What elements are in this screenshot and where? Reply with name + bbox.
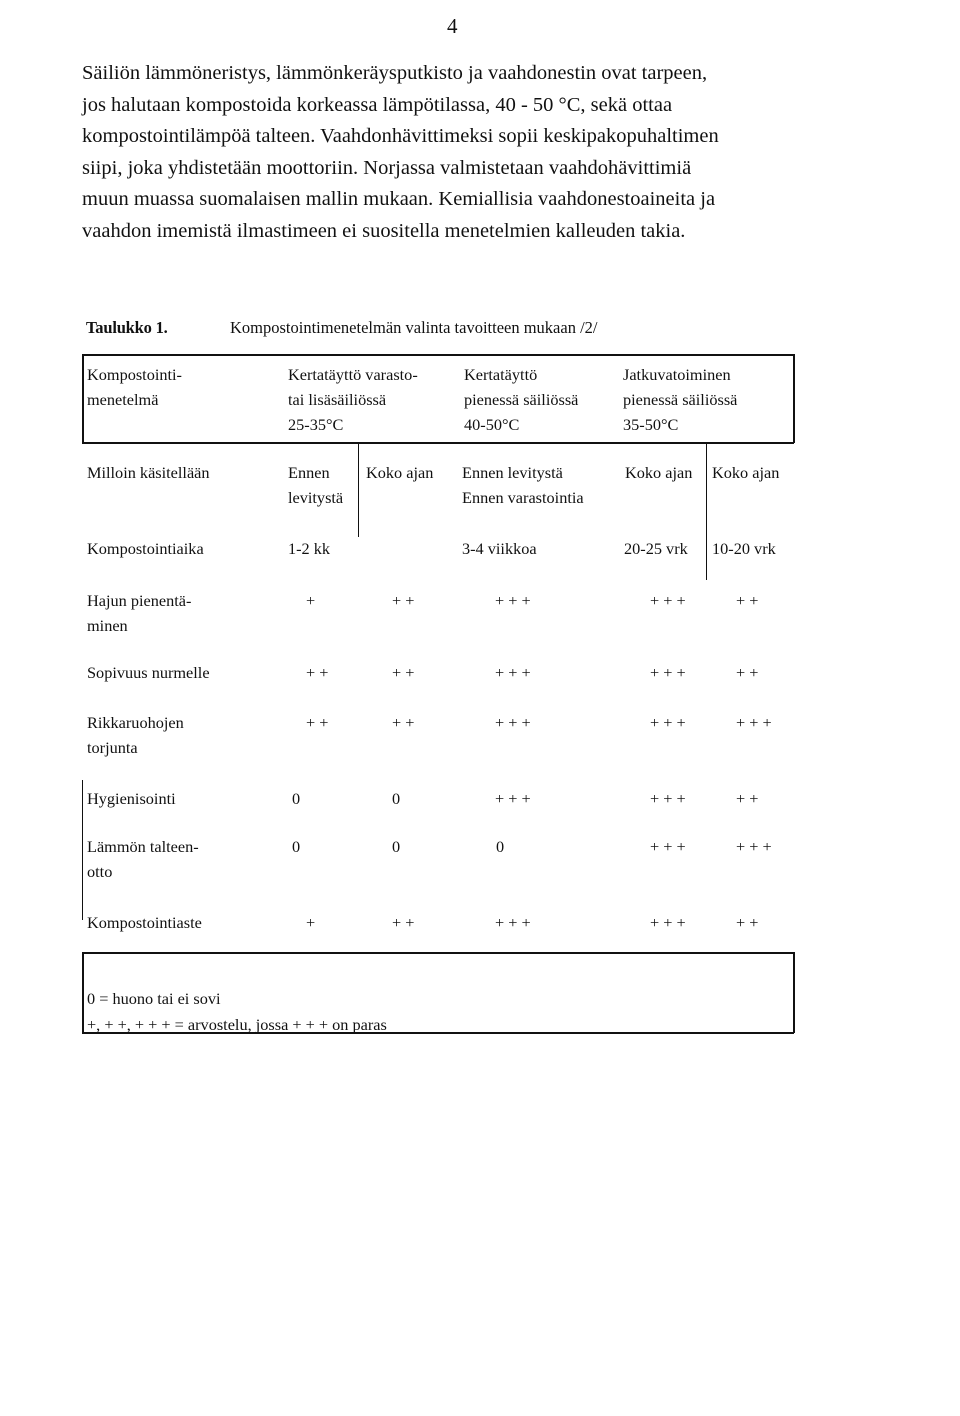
page-number: 4 <box>447 14 458 38</box>
rating-cell: + + + <box>650 713 686 732</box>
table-caption-title: Kompostointimenetelmän valinta tavoitteen mukaan /2/ <box>230 318 598 337</box>
header-col-small-tank <box>464 362 578 437</box>
rating-cell: + + + <box>650 913 686 932</box>
header-col-line: 35-50°C <box>623 415 679 434</box>
row-label-odour <box>87 588 191 638</box>
rating-cell: + + + <box>736 837 772 856</box>
rating-cell: + + + <box>495 663 531 682</box>
body-paragraph <box>82 58 802 248</box>
paragraph-line: muun muassa suomalaisen mallin mukaan. Kemiallisia vaahdonestoaineita ja <box>82 188 716 211</box>
header-col-storage-tank <box>288 362 418 437</box>
paragraph-line: siipi, joka yhdistetään moottoriin. Norjassa valmistetaan vaahdohävittimiä <box>82 156 692 179</box>
table-header-rule <box>82 442 794 444</box>
when-value-line: levitystä <box>288 488 344 507</box>
rating-cell: + + + <box>495 591 531 610</box>
row-label-degree <box>87 910 202 935</box>
row-label-line: Rikkaruohojen <box>87 713 184 732</box>
rating-cell: 0 <box>496 837 505 856</box>
header-col-continuous <box>623 362 737 437</box>
header-col-line: 25-35°C <box>288 415 344 434</box>
legend-border-right <box>793 952 795 1033</box>
row-label-weeds <box>87 710 184 760</box>
header-method-label-line: Kompostointi- <box>87 365 182 384</box>
row-label-hygiene <box>87 786 176 811</box>
rating-cell: + <box>306 913 316 932</box>
header-col-line: Kertatäyttö <box>464 365 538 384</box>
when-value-1 <box>288 460 343 510</box>
rating-cell: + + <box>736 913 759 932</box>
table-caption <box>86 318 598 338</box>
time-value-2: 3-4 viikkoa <box>462 539 537 558</box>
row-label-line: Hygienisointi <box>87 789 176 808</box>
when-value-2 <box>366 460 433 485</box>
legend-border-top <box>82 952 794 954</box>
legend-line: +, + +, + + + = arvostelu, jossa + + + on paras <box>87 1015 387 1034</box>
table-caption-label: Taulukko 1. <box>86 318 168 337</box>
rating-cell: 0 <box>392 789 401 808</box>
paragraph-line: kompostointilämpöä talteen. Vaahdonhävittimeksi sopii keskipakopuhaltimen <box>82 125 719 148</box>
row-label-line: Sopivuus nurmelle <box>87 663 210 682</box>
rating-cell: + + + <box>650 789 686 808</box>
legend-line: 0 = huono tai ei sovi <box>87 989 221 1008</box>
when-value-line: Ennen <box>288 463 330 482</box>
when-value-line: Koko ajan <box>625 463 693 482</box>
header-method-label-line: menetelmä <box>87 390 159 409</box>
row-label-line: minen <box>87 616 128 635</box>
rating-cell: + <box>306 591 316 610</box>
rating-cell: + + <box>306 663 329 682</box>
row-label-lawn <box>87 660 210 685</box>
rating-cell: + + <box>736 591 759 610</box>
time-value-1: 1-2 kk <box>288 539 331 558</box>
when-value-line: Koko ajan <box>712 463 780 482</box>
row-label-heat-recovery <box>87 834 199 884</box>
when-value-line: Koko ajan <box>366 463 434 482</box>
when-value-3 <box>462 460 584 510</box>
rating-cell: + + + <box>495 789 531 808</box>
table-column-divider <box>706 442 707 580</box>
rating-cell: + + + <box>650 591 686 610</box>
rating-cell: + + + <box>650 837 686 856</box>
rating-cell: + + <box>392 913 415 932</box>
row-label-line: Kompostointiaste <box>87 913 202 932</box>
header-col-line: Jatkuvatoiminen <box>623 365 731 384</box>
rating-cell: + + <box>392 713 415 732</box>
rating-cell: + + + <box>495 713 531 732</box>
when-value-line: Ennen varastointia <box>462 488 584 507</box>
header-col-line: pienessä säiliössä <box>623 390 738 409</box>
time-value-3: 20-25 vrk <box>624 539 688 558</box>
row-label-when: Milloin käsitellään <box>87 463 210 482</box>
row-label-line: torjunta <box>87 738 138 757</box>
table-border-left <box>82 354 84 443</box>
when-value-4 <box>625 460 692 485</box>
rating-cell: + + <box>736 789 759 808</box>
rating-cell: + + <box>392 663 415 682</box>
header-col-line: Kertatäyttö varasto- <box>288 365 418 384</box>
row-label-line: Lämmön talteen- <box>87 837 199 856</box>
header-method-label <box>87 362 182 412</box>
rating-cell: + + + <box>650 663 686 682</box>
table-legend <box>87 986 387 1038</box>
paragraph-line: jos halutaan kompostoida korkeassa lämpötilassa, 40 - 50 °C, sekä ottaa <box>82 93 673 116</box>
when-value-line: Ennen levitystä <box>462 463 563 482</box>
table-border-top <box>82 354 794 356</box>
header-col-line: tai lisäsäiliössä <box>288 390 387 409</box>
table-border-right <box>793 354 795 443</box>
table-row-left-edge <box>82 780 83 920</box>
row-label-time: Kompostointiaika <box>87 539 204 558</box>
when-value-5 <box>712 460 779 485</box>
time-value-4: 10-20 vrk <box>712 539 776 558</box>
rating-cell: 0 <box>292 837 301 856</box>
rating-cell: + + + <box>736 713 772 732</box>
row-label-line: otto <box>87 862 113 881</box>
header-col-line: pienessä säiliössä <box>464 390 579 409</box>
table-column-divider <box>358 442 359 537</box>
paragraph-line: Säiliön lämmöneristys, lämmönkeräysputkisto ja vaahdonestin ovat tarpeen, <box>82 62 708 84</box>
rating-cell: 0 <box>292 789 301 808</box>
legend-border-left <box>82 952 84 1033</box>
rating-cell: + + <box>736 663 759 682</box>
rating-cell: 0 <box>392 837 401 856</box>
rating-cell: + + <box>306 713 329 732</box>
rating-cell: + + + <box>495 913 531 932</box>
row-label-line: Hajun pienentä- <box>87 591 192 610</box>
rating-cell: + + <box>392 591 415 610</box>
header-col-line: 40-50°C <box>464 415 520 434</box>
paragraph-line: vaahdon imemistä ilmastimeen ei suositella menetelmien kalleuden takia. <box>82 219 686 242</box>
